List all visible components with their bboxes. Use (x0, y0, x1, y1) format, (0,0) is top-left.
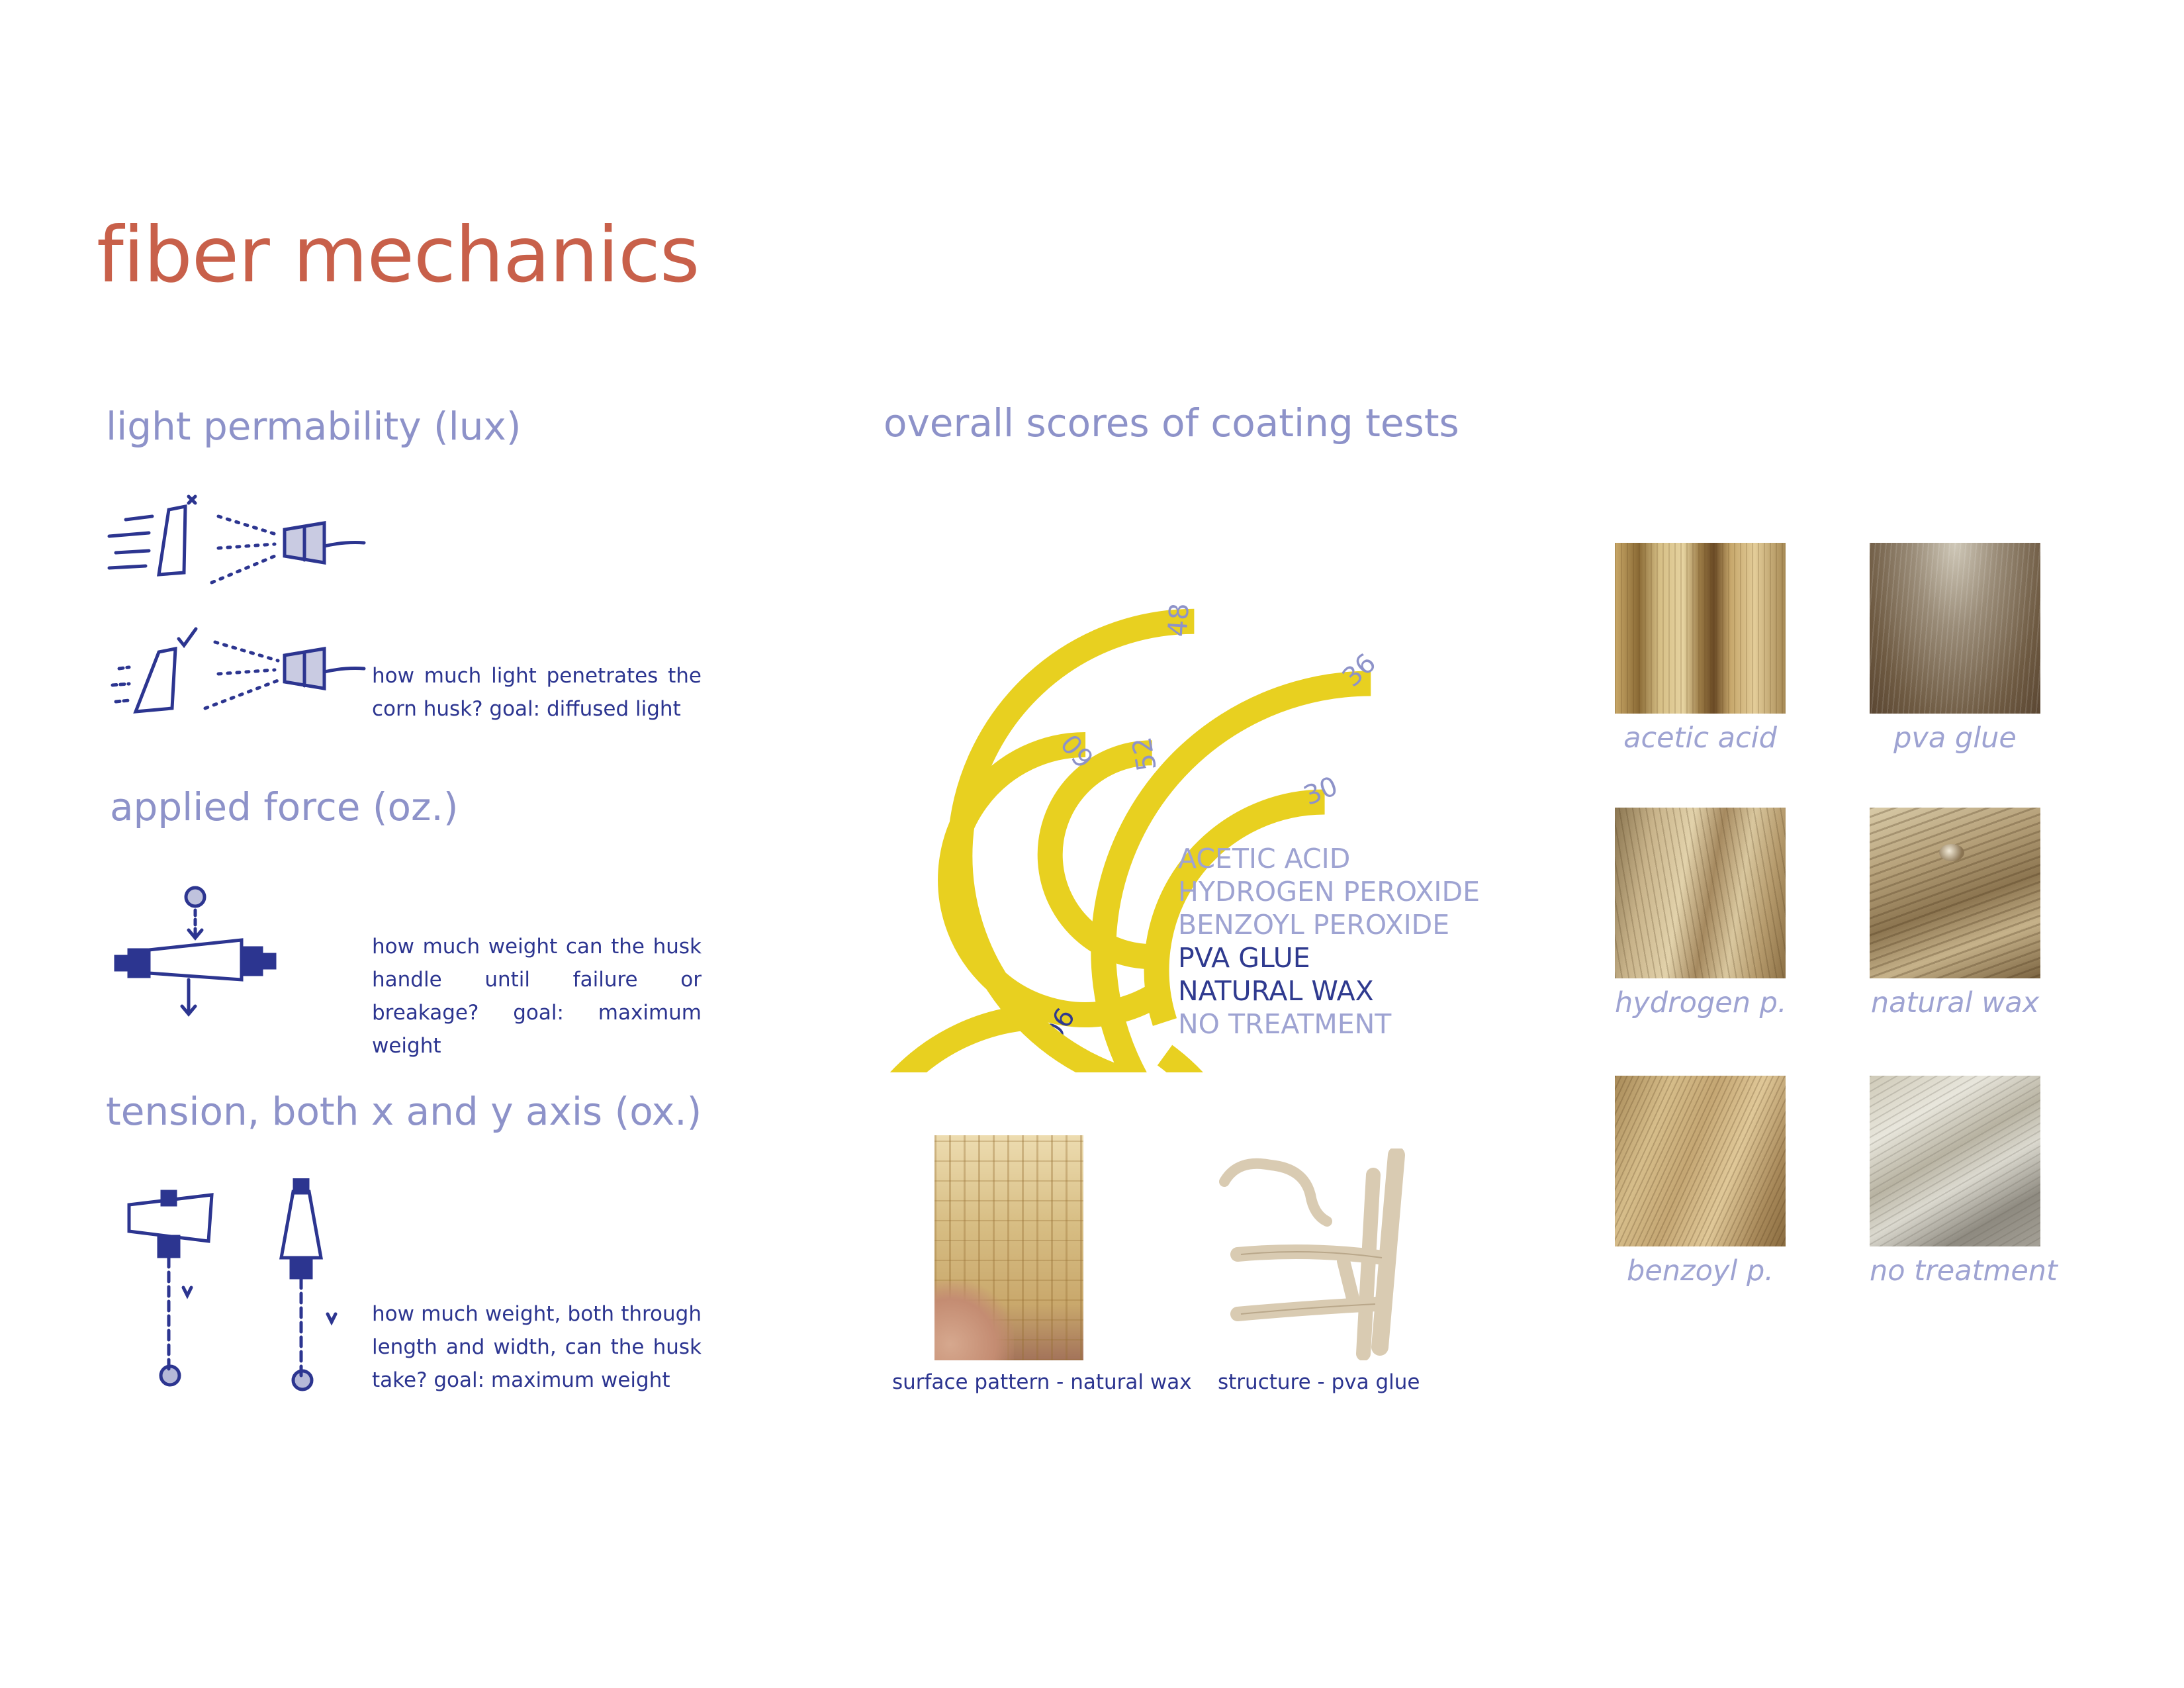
structure-photo (1211, 1149, 1430, 1360)
value-label-pva-glue: 90 (1035, 1002, 1080, 1047)
legend-item-hydrogen-peroxide: HYDROGEN PEROXIDE (1178, 876, 1480, 908)
legend-item-benzoyl-peroxide: BENZOYL PEROXIDE (1178, 909, 1450, 941)
page-title: fiber mechanics (97, 211, 700, 300)
sample-benzoyl-peroxide (1615, 1076, 1786, 1246)
legend-item-acetic-acid: ACETIC ACID (1178, 843, 1351, 874)
tension-y-axis-icon (255, 1178, 367, 1397)
compression-clamp-icon (109, 874, 278, 1033)
sample-label-natural-wax: natural wax (1870, 986, 2040, 1019)
lamp-husk-fail-icon (106, 490, 371, 602)
sample-label-benzoyl-peroxide: benzoyl p. (1627, 1254, 1774, 1288)
sample-label-acetic-acid: acetic acid (1623, 722, 1777, 755)
light-permeability-heading: light permability (lux) (106, 404, 522, 449)
light-test-sketch-x (106, 490, 371, 602)
lamp-husk-pass-icon (106, 616, 371, 728)
sample-acetic-acid (1615, 543, 1786, 714)
tension-y-sketch (255, 1178, 367, 1397)
sample-label-hydrogen-peroxide: hydrogen p. (1615, 986, 1787, 1019)
structure-caption: structure - pva glue (1218, 1370, 1420, 1394)
hand-shape (934, 1281, 1014, 1360)
value-label-benzoyl-peroxide: 30 (1299, 771, 1342, 812)
light-permeability-description: how much light penetrates the corn husk? goal: diffused light (372, 664, 702, 721)
legend-item-no-treatment: NO TREATMENT (1178, 1008, 1392, 1040)
wax-droplet (1939, 844, 1964, 861)
tension-description: how much weight, both through length and width, can the husk take? goal: maximum weight (372, 1302, 702, 1392)
sample-pva-glue (1870, 543, 2040, 714)
light-test-sketch-check (106, 616, 371, 728)
legend-item-pva-glue: PVA GLUE (1178, 942, 1310, 974)
tension-heading: tension, both x and y axis (ox.) (106, 1089, 702, 1134)
tension-x-axis-icon (109, 1178, 225, 1397)
applied-force-description: how much weight can the husk handle until failure or breakage? goal: maximum weight (372, 935, 702, 1058)
legend-item-natural-wax: NATURAL WAX (1178, 975, 1374, 1007)
value-label-no-treatment: 36 (1336, 647, 1383, 693)
value-label-acetic-acid: 52 (1126, 734, 1163, 774)
surface-pattern-photo (934, 1135, 1083, 1360)
chart-legend (1178, 842, 1480, 1041)
tension-x-sketch (109, 1178, 225, 1397)
surface-pattern-caption: surface pattern - natural wax (892, 1370, 1192, 1394)
sample-label-pva-glue: pva glue (1893, 722, 2017, 755)
force-test-sketch (109, 874, 278, 1033)
value-label-natural-wax: 48 (1162, 602, 1195, 638)
sample-no-treatment (1870, 1076, 2040, 1246)
sample-hydrogen-peroxide (1615, 808, 1786, 978)
sample-label-no-treatment: no treatment (1870, 1254, 2058, 1288)
sample-natural-wax (1870, 808, 2040, 978)
chart-title: overall scores of coating tests (884, 400, 1459, 445)
value-label-hydrogen-peroxide: 60 (1055, 727, 1101, 773)
applied-force-heading: applied force (oz.) (110, 784, 459, 829)
